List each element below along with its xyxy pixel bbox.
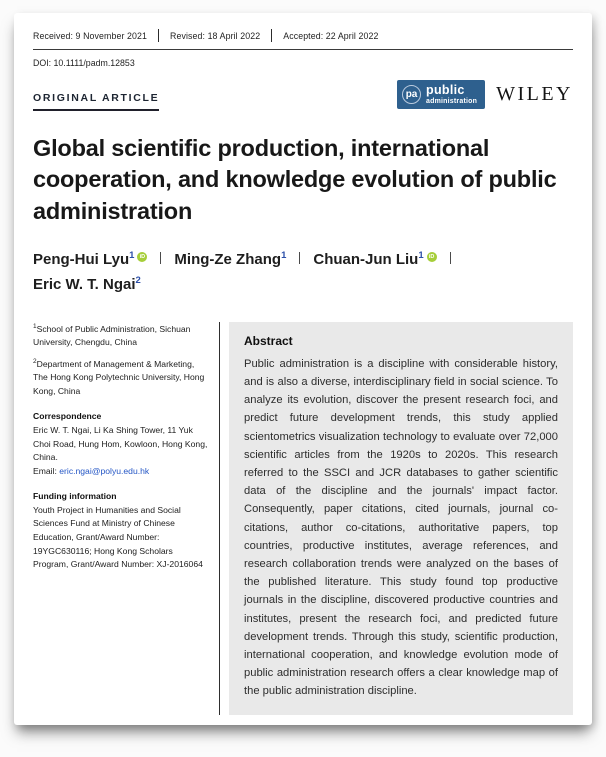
affiliation-sup: 1 [33, 322, 37, 330]
submission-dates-row [33, 29, 573, 50]
journal-logo-text [426, 84, 477, 105]
author [313, 251, 436, 268]
abstract-column [219, 322, 573, 715]
doi: DOI: 10.1111/padm.12853 [33, 58, 135, 68]
author-separator [160, 252, 161, 264]
author-name: Chuan-Jun Liu [313, 250, 419, 268]
author-separator [450, 252, 451, 264]
article-type-label: ORIGINAL ARTICLE [33, 92, 159, 111]
email-label: Email: [33, 465, 60, 476]
author-name: Ming-Ze Zhang [174, 250, 282, 268]
abstract-text: Public administration is a discipline with considerable history, and is also a diverse, interdisciplinary field in social science. To analyze its evolution, discover the present research foci, and predict future development trends, this study applied scientometrics visualization technology to evaluate over 72,000 scientific articles from the 1920s to 2020s. This research referred to the SSCI and JCR databases to gather scientific data of the discipline and the journals' impact factor. Consequently, paper citations, cited journals, journal co-citations, author co-citations, authoritative papers, top countries, productive institutes, average references, and research collaboration trends were analyzed on the bases of the published literature. This study found top productive journals in the discipline, discovered productive countries and institutes, present the research foci, and predicted future development trends. Through this study, scientific production, international cooperation, and knowledge evolution mode of public administration research offers a clear knowledge map of the public administration discipline. [244, 357, 558, 698]
funding-text: Youth Project in Humanities and Social Sciences Fund at Ministry of Chinese Education, Grant/Award Number: 19YGC630116; Hong Kong Scholars Program, Grant/Award Number: XJ-2016064 [33, 504, 203, 570]
author-name: Eric W. T. Ngai [33, 276, 136, 294]
author-separator [299, 252, 300, 264]
correspondence-heading: Correspondence [33, 411, 102, 422]
article-title: Global scientific production, international cooperation, and knowledge evolution of public administration [33, 135, 557, 224]
wiley-logo: WILEY [496, 83, 573, 105]
info-columns [33, 322, 573, 715]
logos [397, 80, 573, 109]
author [33, 276, 141, 293]
journal-logo [397, 80, 485, 109]
funding-heading: Funding information [33, 491, 117, 502]
accepted-date: Accepted: 22 April 2022 [283, 30, 379, 41]
journal-logo-monogram: pa [402, 85, 421, 104]
affiliation [33, 357, 209, 399]
author-affiliation-sup: 1 [281, 249, 287, 261]
author-name: Peng-Hui Lyu [33, 250, 130, 268]
email-link[interactable]: eric.ngai@polyu.edu.hk [59, 465, 150, 476]
author [33, 251, 147, 268]
author-affiliation-sup: 2 [135, 275, 141, 287]
author-affiliation-sup: 1 [129, 249, 135, 261]
paper-page [14, 13, 592, 725]
abstract-heading: Abstract [244, 333, 293, 348]
author-affiliation-sup: 1 [418, 249, 424, 261]
date-separator [271, 29, 272, 42]
journal-name-line2: administration [426, 98, 478, 105]
authors-line [33, 247, 465, 298]
affiliation-text: Department of Management & Marketing, The Hong Kong Polytechnic University, Hong Kong, China [33, 358, 205, 396]
received-date: Received: 9 November 2021 [33, 30, 147, 41]
date-separator [158, 29, 159, 42]
orcid-icon[interactable]: iD [427, 252, 437, 262]
author [174, 251, 286, 268]
affiliation-text: School of Public Administration, Sichuan University, Chengdu, China [33, 323, 191, 348]
brand-row [33, 80, 573, 111]
author-info-column [33, 322, 219, 715]
abstract-box [229, 322, 573, 715]
revised-date: Revised: 18 April 2022 [170, 30, 261, 41]
journal-name-line1: public [426, 83, 465, 97]
correspondence-text [33, 424, 209, 478]
affiliation-sup: 2 [33, 357, 37, 365]
orcid-icon[interactable]: iD [137, 252, 147, 262]
correspondence-address: Eric W. T. Ngai, Li Ka Shing Tower, 11 Yuk Choi Road, Hung Hom, Kowloon, Hong Kong, China. [33, 424, 208, 463]
affiliation [33, 322, 209, 350]
